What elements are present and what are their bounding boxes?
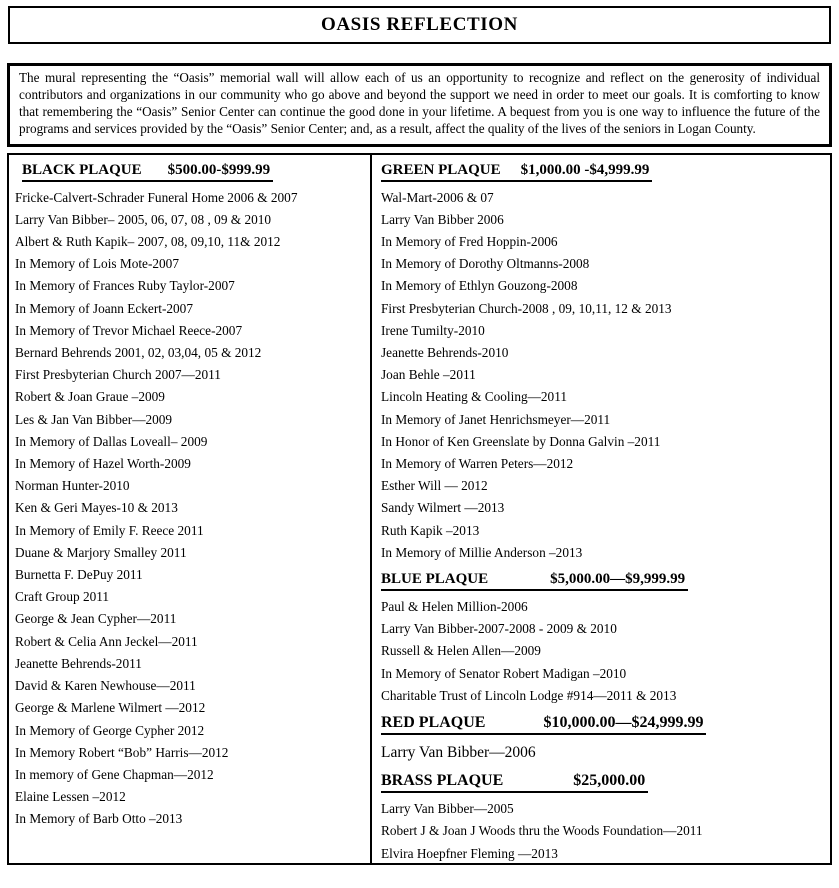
plaque-heading bbox=[381, 162, 824, 182]
donor-entry: Joan Behle –2011 bbox=[381, 367, 476, 383]
plaque-heading bbox=[22, 162, 364, 182]
donor-list-panel bbox=[7, 153, 832, 865]
plaque-section bbox=[15, 162, 364, 831]
donor-entry: In Memory of Dallas Loveall– 2009 bbox=[15, 433, 208, 449]
donor-entry: In Memory of Millie Anderson –2013 bbox=[381, 544, 583, 560]
donor-entry: Ruth Kapik –2013 bbox=[381, 522, 480, 538]
donor-entry: Larry Van Bibber—2006 bbox=[381, 744, 536, 762]
title-box bbox=[8, 6, 831, 44]
intro-paragraph: The mural representing the “Oasis” memorial wall will allow each of us an opportunity to recognize and reflect on the generosity of individual contributors and organizations in our community who go above and beyond the support we need in order to meet our goals. It is comforting to know that remembering the “Oasis” Senior Center can continue the good done in your lifetime. A bequest from you is one way to influence the future of the programs and services provided by the “Oasis” Senior Center; and, as a result, affect the quality of the lives of the seniors in Logan County. bbox=[19, 70, 820, 136]
donor-entry: In Memory of Ethlyn Gouzong-2008 bbox=[381, 278, 578, 294]
donor-entry: In Memory of Warren Peters—2012 bbox=[381, 456, 574, 472]
donor-entry: In Memory of Dorothy Oltmanns-2008 bbox=[381, 256, 590, 272]
donor-entry: Les & Jan Van Bibber—2009 bbox=[15, 411, 173, 427]
donor-entry: Larry Van Bibber—2005 bbox=[381, 801, 514, 817]
donor-entry: In Memory of Barb Otto –2013 bbox=[15, 811, 183, 827]
plaque-section bbox=[381, 571, 824, 707]
donor-entry: In memory of Gene Chapman—2012 bbox=[15, 766, 214, 782]
plaque-heading bbox=[381, 772, 824, 793]
donor-entry: Ken & Geri Mayes-10 & 2013 bbox=[15, 500, 178, 516]
donor-list bbox=[381, 187, 824, 564]
donor-list bbox=[381, 798, 824, 865]
donor-entry: Albert & Ruth Kapik– 2007, 08, 09,10, 11& 2012 bbox=[15, 234, 281, 250]
donor-entry: Larry Van Bibber 2006 bbox=[381, 211, 504, 227]
donor-list bbox=[15, 187, 364, 831]
donor-entry: In Memory of Senator Robert Madigan –2010 bbox=[381, 665, 627, 681]
donor-entry: First Presbyterian Church-2008 , 09, 10,11, 12 & 2013 bbox=[381, 300, 672, 316]
donor-entry: In Memory Robert “Bob” Harris—2012 bbox=[15, 744, 229, 760]
plaque-name: RED PLAQUE bbox=[381, 714, 486, 732]
donor-entry: Robert J & Joan J Woods thru the Woods Foundation—2011 bbox=[381, 823, 703, 839]
donor-entry: In Honor of Ken Greenslate by Donna Galvin –2011 bbox=[381, 433, 661, 449]
donor-entry: Fricke-Calvert-Schrader Funeral Home 2006 & 2007 bbox=[15, 189, 298, 205]
plaque-name: BRASS PLAQUE bbox=[381, 772, 504, 790]
donor-list bbox=[381, 596, 824, 707]
donor-entry: First Presbyterian Church 2007—2011 bbox=[15, 367, 221, 383]
page-title: OASIS REFLECTION bbox=[320, 14, 518, 35]
donor-entry: George & Marlene Wilmert —2012 bbox=[15, 700, 206, 716]
donor-entry: Sandy Wilmert —2013 bbox=[381, 500, 505, 516]
plaque-section bbox=[381, 772, 824, 865]
plaque-heading-underline bbox=[381, 772, 648, 793]
plaque-name: BLUE PLAQUE bbox=[381, 571, 489, 588]
donor-entry: Elaine Lessen –2012 bbox=[15, 789, 126, 805]
donor-list bbox=[381, 740, 824, 765]
plaque-dollar-range: $500.00-$999.99 bbox=[167, 161, 271, 178]
donor-entry: Jeanette Behrends-2010 bbox=[381, 345, 509, 361]
donor-entry: David & Karen Newhouse—2011 bbox=[15, 678, 196, 694]
plaque-dollar-range: $1,000.00 -$4,999.99 bbox=[520, 161, 650, 178]
donor-entry: Esther Will — 2012 bbox=[381, 478, 488, 494]
left-column bbox=[9, 155, 372, 863]
donor-entry: In Memory of Hazel Worth-2009 bbox=[15, 456, 191, 472]
donor-entry: In Memory of Lois Mote-2007 bbox=[15, 256, 179, 272]
donor-entry: Jeanette Behrends-2011 bbox=[15, 655, 142, 671]
donor-entry: In Memory of Joann Eckert-2007 bbox=[15, 300, 193, 316]
donor-entry: Larry Van Bibber-2007-2008 - 2009 & 2010 bbox=[381, 621, 617, 637]
donor-entry: Burnetta F. DePuy 2011 bbox=[15, 567, 143, 583]
donor-entry: In Memory of Emily F. Reece 2011 bbox=[15, 522, 204, 538]
plaque-heading bbox=[381, 714, 824, 735]
donor-entry: Paul & Helen Million-2006 bbox=[381, 599, 528, 615]
donor-entry: In Memory of Frances Ruby Taylor-2007 bbox=[15, 278, 235, 294]
donor-entry: Larry Van Bibber– 2005, 06, 07, 08 , 09 & 2010 bbox=[15, 211, 272, 227]
donor-entry: Norman Hunter-2010 bbox=[15, 478, 130, 494]
intro-box bbox=[7, 63, 832, 147]
donor-entry: Charitable Trust of Lincoln Lodge #914—2011 & 2013 bbox=[381, 687, 677, 703]
plaque-heading bbox=[381, 571, 824, 591]
plaque-heading-underline bbox=[22, 162, 273, 182]
plaque-dollar-range: $5,000.00—$9,999.99 bbox=[550, 571, 686, 588]
donor-entry: Robert & Joan Graue –2009 bbox=[15, 389, 165, 405]
donor-entry: In Memory of George Cypher 2012 bbox=[15, 722, 205, 738]
donor-entry: Irene Tumilty-2010 bbox=[381, 322, 485, 338]
donor-entry: In Memory of Trevor Michael Reece-2007 bbox=[15, 322, 243, 338]
plaque-section bbox=[381, 714, 824, 765]
plaque-heading-underline bbox=[381, 571, 688, 591]
donor-entry: Craft Group 2011 bbox=[15, 589, 110, 605]
plaque-section bbox=[381, 162, 824, 564]
plaque-dollar-range: $10,000.00—$24,999.99 bbox=[543, 714, 704, 732]
donor-entry: In Memory of Janet Henrichsmeyer—2011 bbox=[381, 411, 611, 427]
donor-entry: Wal-Mart-2006 & 07 bbox=[381, 189, 494, 205]
donor-entry: George & Jean Cypher—2011 bbox=[15, 611, 177, 627]
donor-entry: Bernard Behrends 2001, 02, 03,04, 05 & 2012 bbox=[15, 345, 262, 361]
plaque-dollar-range: $25,000.00 bbox=[573, 772, 646, 790]
plaque-heading-underline bbox=[381, 162, 652, 182]
plaque-name: GREEN PLAQUE bbox=[381, 161, 501, 178]
donor-entry: Lincoln Heating & Cooling—2011 bbox=[381, 389, 568, 405]
donor-entry: Russell & Helen Allen—2009 bbox=[381, 643, 541, 659]
donor-entry: Elvira Hoepfner Fleming —2013 bbox=[381, 845, 558, 861]
right-column bbox=[372, 155, 830, 863]
plaque-name: BLACK PLAQUE bbox=[22, 161, 142, 178]
donor-entry: Duane & Marjory Smalley 2011 bbox=[15, 544, 187, 560]
donor-entry: In Memory of Fred Hoppin-2006 bbox=[381, 234, 558, 250]
plaque-heading-underline bbox=[381, 714, 706, 735]
donor-entry: Robert & Celia Ann Jeckel—2011 bbox=[15, 633, 198, 649]
